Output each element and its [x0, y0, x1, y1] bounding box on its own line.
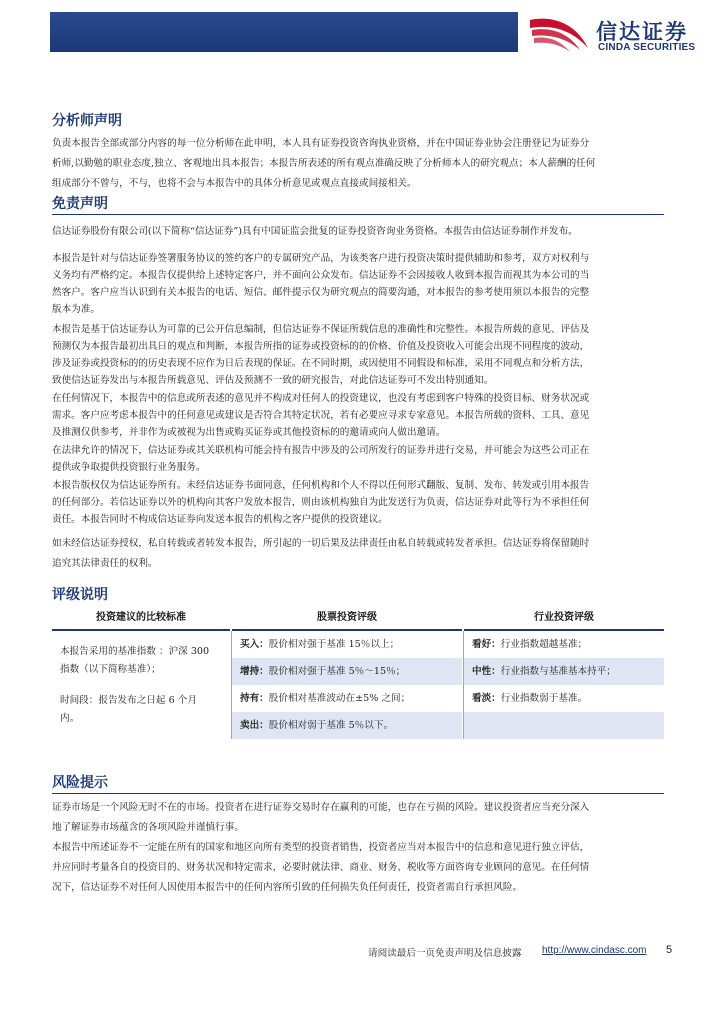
- table-header: 行业投资评级: [464, 607, 664, 631]
- disclaimer-paragraph-4: [52, 390, 664, 441]
- text-line: 在任何情况下，本报告中的信息或所表述的意见并不构成对任何人的投资建议，也没有考虑到客户特殊的投资目标、财务状况或: [52, 393, 590, 404]
- text-line: 时间段：报告发布之日起 6 个月: [60, 695, 197, 706]
- text-line: 然客户。客户应当认识到有关本报告的电话、短信、邮件提示仅为研究观点的简要沟通，对本报告的参考使用须以本报告的完整: [52, 287, 590, 298]
- analyst-statement-body: [52, 134, 664, 194]
- rating-label: 卖出：: [240, 720, 269, 731]
- footer-disclaimer: 请阅读最后一页免责声明及信息披露: [368, 948, 522, 959]
- risk-title: 风险提示: [52, 775, 108, 791]
- stock-rating-row: [232, 685, 462, 712]
- rating-desc: 行业指数与基准基本持平；: [500, 666, 616, 677]
- text-line: 本报告采用的基准指数 ：沪深 300: [60, 646, 210, 657]
- page-number: 5: [666, 944, 673, 956]
- stock-rating-row: [232, 658, 462, 685]
- rating-table: [52, 607, 664, 739]
- table-divider: [231, 631, 232, 739]
- rating-label: 中性：: [472, 666, 501, 677]
- rating-basis-cell: [52, 631, 230, 739]
- rating-label: 看淡：: [472, 693, 501, 704]
- table-divider: [463, 631, 464, 739]
- text-line: 预测仅为本报告最初出具日的观点和判断，本报告所指的证券或投资标的的价格、价值及投资收入可能会出现不同程度的波动，: [52, 341, 590, 352]
- disclaimer-title: 免责声明: [52, 196, 108, 212]
- text-line: 证券市场是一个风险无时不在的市场。投资者在进行证券交易时存在赢利的可能，也存在亏损的风险。建议投资者应当充分深入: [52, 802, 590, 813]
- disclaimer-paragraph-2: [52, 250, 664, 318]
- text-line: 析师,以勤勉的职业态度,独立、客观地出具本报告；本报告所表述的所有观点准确反映了分析师本人的研究观点；本人薪酬的任何: [52, 158, 596, 169]
- rating-desc: 股价相对弱于基准 5％以下。: [268, 720, 394, 731]
- rating-label: 看好：: [472, 639, 501, 650]
- text-line: 义务均有严格约定。本报告仅提供给上述特定客户，并不面向公众发布。信达证券不会因接收人收到本报告而视其为本公司的当: [52, 270, 590, 281]
- text-line: 责任。本报告同时不构成信达证券向发送本报告的机构之客户提供的投资建议。: [52, 514, 388, 525]
- industry-rating-row: [464, 685, 664, 712]
- text-line: 本报告是基于信达证券认为可靠的已公开信息编制，但信达证券不保证所载信息的准确性和完整性。本报告所载的意见、评估及: [52, 324, 590, 335]
- text-line: 致使信达证券发出与本报告所载意见、评估及预测不一致的研究报告，对此信达证券可不发出特别通知。: [52, 375, 494, 386]
- rating-label: 增持：: [240, 666, 269, 677]
- text-line: 追究其法律责任的权利。: [52, 558, 158, 569]
- rating-label: 持有：: [240, 693, 269, 704]
- text-line: 需求。客户应考虑本报告中的任何意见或建议是否符合其特定状况，若有必要应寻求专家意见。本报告所载的资料、工具、意见: [52, 410, 590, 421]
- text-line: 版本为准。: [52, 304, 100, 315]
- text-line: 本报告中所述证券不一定能在所有的国家和地区向所有类型的投资者销售，投资者应当对本报告中的信息和意见进行独立评估，: [52, 842, 590, 853]
- rating-desc: 行业指数超越基准；: [500, 639, 588, 650]
- brand-name-cn: 信达证券: [596, 20, 688, 44]
- rating-desc: 股价相对强于基准 5％～15％；: [268, 666, 406, 677]
- page-footer: [0, 945, 724, 961]
- table-header: 股票投资评级: [232, 607, 462, 631]
- risk-paragraph-2: [52, 838, 664, 898]
- cinda-swoosh-icon: [528, 14, 592, 54]
- risk-paragraph-1: [52, 798, 664, 838]
- text-line: 并应同时考量各自的投资目的、财务状况和特定需求，必要时就法律、商业、财务、税收等方面咨询专业顾问的意见。在任何情: [52, 862, 590, 873]
- analyst-statement-title: 分析师声明: [52, 113, 122, 129]
- industry-rating-row: [464, 631, 664, 658]
- website-link[interactable]: http://www.cindasc.com: [542, 945, 647, 956]
- text-line: 如未经信达证券授权，私自转载或者转发本报告，所引起的一切后果及法律责任由私自转载或转发者承担。信达证券将保留随时: [52, 538, 590, 549]
- text-line: 本报告是针对与信达证券签署服务协议的签约客户的专属研究产品，为该类客户进行投资决策时提供辅助和参考，双方对权利与: [52, 253, 590, 264]
- disclaimer-paragraph-3: [52, 321, 664, 389]
- stock-rating-row: [232, 631, 462, 658]
- text-line: 的任何部分。若信达证券以外的机构向其客户发放本报告，则由该机构独自为此发送行为负责，信达证券对此等行为不承担任何: [52, 497, 590, 508]
- header-bar: [50, 12, 518, 52]
- text-line: 况下，信达证券不对任何人因使用本报告中的任何内容所引致的任何损失负任何责任，投资者需自行承担风险。: [52, 882, 523, 893]
- rating-desc: 股价相对强于基准 15％以上；: [268, 639, 400, 650]
- brand-logo: [528, 12, 708, 56]
- industry-rating-row: [464, 658, 664, 685]
- text-line: 本报告版权仅为信达证券所有。未经信达证券书面同意，任何机构和个人不得以任何形式翻版、复制、发布、转发或引用本报告: [52, 480, 590, 491]
- text-line: 组成部分不曾与，不与，也将不会与本报告中的具体分析意见或观点直接或间接相关。: [52, 178, 417, 189]
- disclaimer-paragraph-1: [52, 222, 664, 242]
- disclaimer-paragraph-5: [52, 442, 664, 476]
- text-line: 及推测仅供参考，并非作为或被视为出售或购买证券或其他投资标的的邀请或向人做出邀请。: [52, 427, 446, 438]
- table-header: 投资建议的比较标准: [52, 607, 230, 631]
- text-line: 提供或争取提供投资银行业务服务。: [52, 462, 206, 473]
- brand-name-en: CINDA SECURITIES: [598, 42, 696, 53]
- section-divider: [52, 793, 664, 794]
- text-line: 在法律允许的情况下，信达证券或其关联机构可能会持有报告中涉及的公司所发行的证券并进行交易，并可能会为这些公司正在: [52, 445, 590, 456]
- disclaimer-paragraph-6: [52, 477, 664, 528]
- rating-desc: 股价相对基准波动在±5% 之间；: [268, 693, 411, 704]
- stock-rating-row: [232, 712, 462, 739]
- text-line: 涉及证券或投资标的的历史表现不应作为日后表现的保证。在不同时期，或因使用不同假设和标准，采用不同观点和分析方法，: [52, 358, 590, 369]
- rating-title: 评级说明: [52, 587, 108, 603]
- text-line: 信达证券股份有限公司(以下简称“信达证券”)具有中国证监会批复的证券投资咨询业务资格。本报告由信达证券制作并发布。: [52, 226, 578, 237]
- text-line: 内。: [60, 713, 80, 724]
- industry-rating-row: [464, 712, 664, 739]
- text-line: 指数（以下简称基准）；: [60, 664, 161, 675]
- section-divider: [52, 214, 664, 215]
- disclaimer-paragraph-7: [52, 534, 664, 574]
- rating-desc: 行业指数弱于基准。: [500, 693, 588, 704]
- text-line: 负责本报告全部或部分内容的每一位分析师在此申明，本人具有证券投资咨询执业资格，并在中国证券业协会注册登记为证券分: [52, 138, 590, 149]
- rating-label: 买入：: [240, 639, 269, 650]
- text-line: 地了解证券市场蕴含的各项风险并谨慎行事。: [52, 822, 244, 833]
